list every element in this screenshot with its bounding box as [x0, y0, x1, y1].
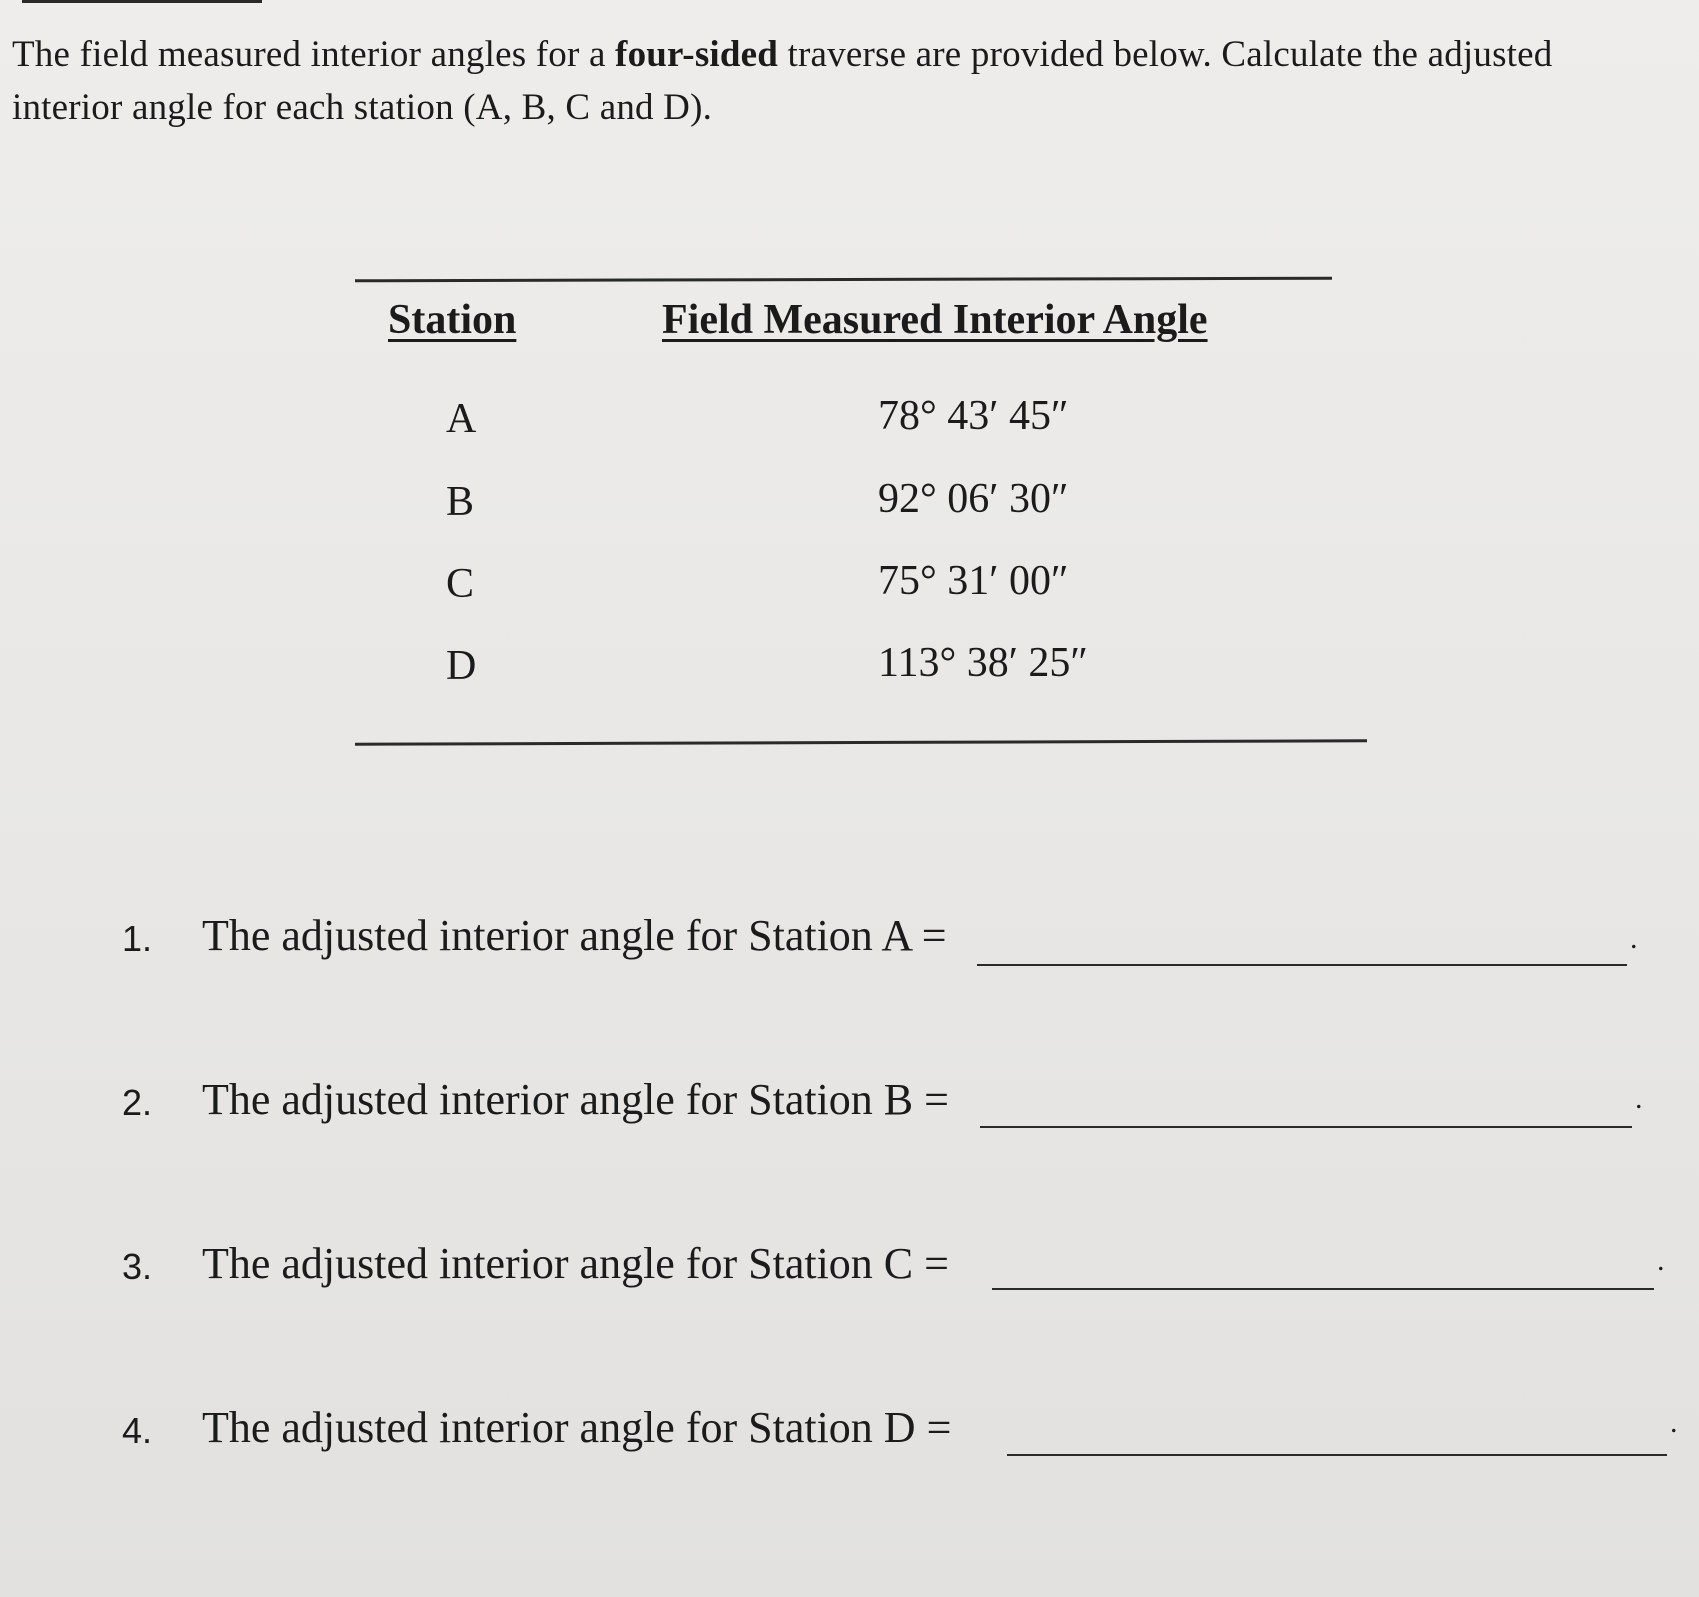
answer-c-field[interactable] [992, 1288, 1654, 1290]
row-c-angle: 75° 31′ 00″ [878, 558, 1069, 604]
question-4-end: . [1670, 1406, 1678, 1439]
question-4 [122, 1402, 1682, 1472]
top-rule [22, 0, 262, 3]
answer-b-field[interactable] [980, 1126, 1632, 1128]
question-1 [122, 910, 1682, 980]
question-4-number: 4. [122, 1410, 153, 1451]
header-station: Station [388, 297, 517, 343]
row-c-station: C [446, 561, 475, 607]
row-d-station: D [446, 643, 477, 689]
question-4-text: The adjusted interior angle for Station D = [202, 1403, 952, 1452]
header-field-angle: Field Measured Interior Angle [662, 297, 1208, 343]
answer-d-field[interactable] [1007, 1454, 1667, 1456]
row-a-angle: 78° 43′ 45″ [878, 393, 1069, 439]
question-2-text: The adjusted interior angle for Station B = [202, 1075, 949, 1124]
table-top-rule [355, 277, 1332, 283]
problem-statement-part2: traverse are provided below. Calculate the adjusted interior angle for each station (A, B, C and D). [12, 34, 1553, 128]
answer-a-field[interactable] [977, 964, 1627, 966]
question-3-text: The adjusted interior angle for Station C = [202, 1239, 949, 1288]
table-bottom-rule [355, 739, 1367, 746]
question-3 [122, 1238, 1682, 1308]
question-2-end: . [1635, 1082, 1643, 1115]
problem-statement-bold: four-sided [615, 34, 779, 75]
row-d-angle: 113° 38′ 25″ [878, 640, 1088, 686]
question-3-end: . [1657, 1244, 1665, 1277]
problem-statement-part1: The field measured interior angles for a [12, 34, 616, 75]
row-b-station: B [446, 479, 475, 525]
question-1-end: . [1630, 922, 1638, 955]
question-3-number: 3. [122, 1246, 153, 1287]
row-b-angle: 92° 06′ 30″ [878, 476, 1069, 522]
question-1-text: The adjusted interior angle for Station A = [202, 911, 947, 960]
problem-statement [12, 28, 1672, 134]
question-2 [122, 1074, 1682, 1144]
question-2-number: 2. [122, 1082, 153, 1123]
question-1-number: 1. [122, 918, 153, 959]
row-a-station: A [446, 396, 477, 442]
